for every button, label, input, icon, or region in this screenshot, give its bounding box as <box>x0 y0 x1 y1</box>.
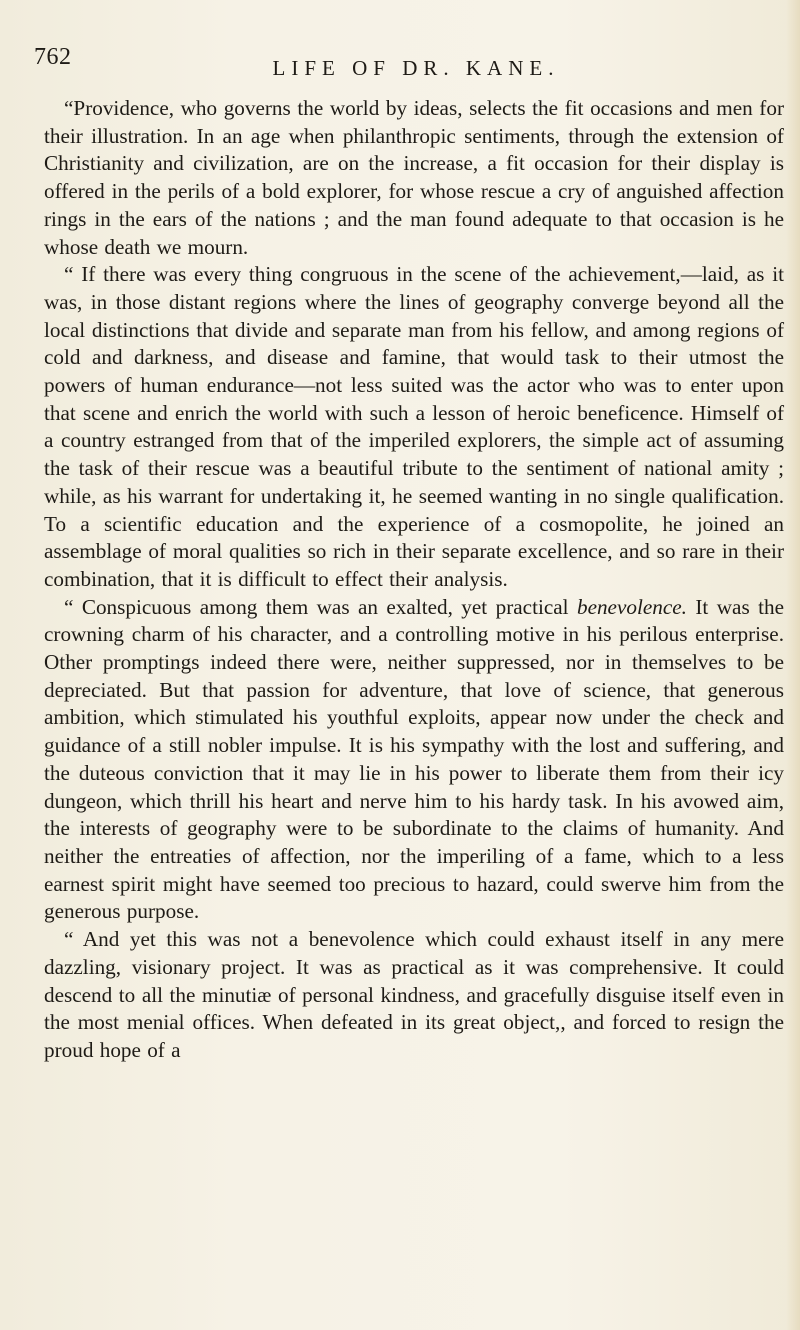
paragraph-3 <box>44 594 784 926</box>
running-head: LIFE OF DR. KANE. <box>272 56 560 80</box>
page-edge-shadow <box>786 0 800 1330</box>
page-number: 762 <box>34 44 72 70</box>
paragraph-2: “ If there was every thing congruous in the scene of the achievement,—laid, as it was, in those distant regions where the lines of geography converge beyond all the local distinctions that divide and separate man from his fellow, and among regions of cold and darkness, and disease and famine, that would task to their utmost the powers of human endurance—not less suited was the actor who was to enter upon that scene and enrich the world with such a lesson of heroic beneficence. Himself of a country estranged from that of the imperiled explorers, the simple act of assuming the task of their rescue was a beautiful tribute to the sentiment of national amity ; while, as his warrant for undertaking it, he seemed wanting in no single qualification. To a scientific education and the experience of a cosmopolite, he joined an assemblage of moral qualities so rich in their separate excellence, and so rare in their combination, that it is difficult to effect their analysis. <box>44 262 784 591</box>
paragraph-4: “ And yet this was not a benevolence which could exhaust itself in any mere dazzling, visionary project. It was as practical as it was comprehensive. It could descend to all the minutiæ of personal kindness, and gracefully disguise itself even in the most menial offices. When defeated in its great object,, and forced to resign the proud hope of a <box>44 927 784 1062</box>
paragraph-3-italic: benevolence. <box>576 594 687 619</box>
paragraph-3-text-before: “ Conspicuous among them was an exalted, yet practical <box>64 594 577 619</box>
paragraph-3-text-after: It was the crowning charm of his character, and a controlling motive in his perilous enterprise. Other promptings indeed there were, neither suppressed, nor in themselves to be depreciated. But that passion for adventure, that love of science, that generous ambition, which stimulated his youthful exploits, appear now under the check and guidance of a still nobler impulse. It is his sympathy with the lost and suffering, and the duteous conviction that it may lie in his power to liberate them from their icy dungeon, which thrill his heart and nerve him to his hardy task. In his avowed aim, the interests of geography were to be subordinate to the claims of humanity. And neither the entreaties of affection, nor the imperiling of a fame, which to a less earnest spirit might have seemed too precious to hazard, could swerve him from the generous purpose. <box>44 594 785 924</box>
paragraph-1: “Providence, who governs the world by ideas, selects the fit occasions and men for their illustration. In an age when philanthropic sentiments, through the extension of Christianity and civilization, are on the increase, a fit occasion for their display is offered in the perils of a bold explorer, for whose rescue a cry of anguished affection rings in the ears of the nations ; and the man found adequate to that occasion is he whose death we mourn. <box>44 96 784 259</box>
page-header <box>34 44 774 80</box>
body-text <box>44 95 784 1065</box>
